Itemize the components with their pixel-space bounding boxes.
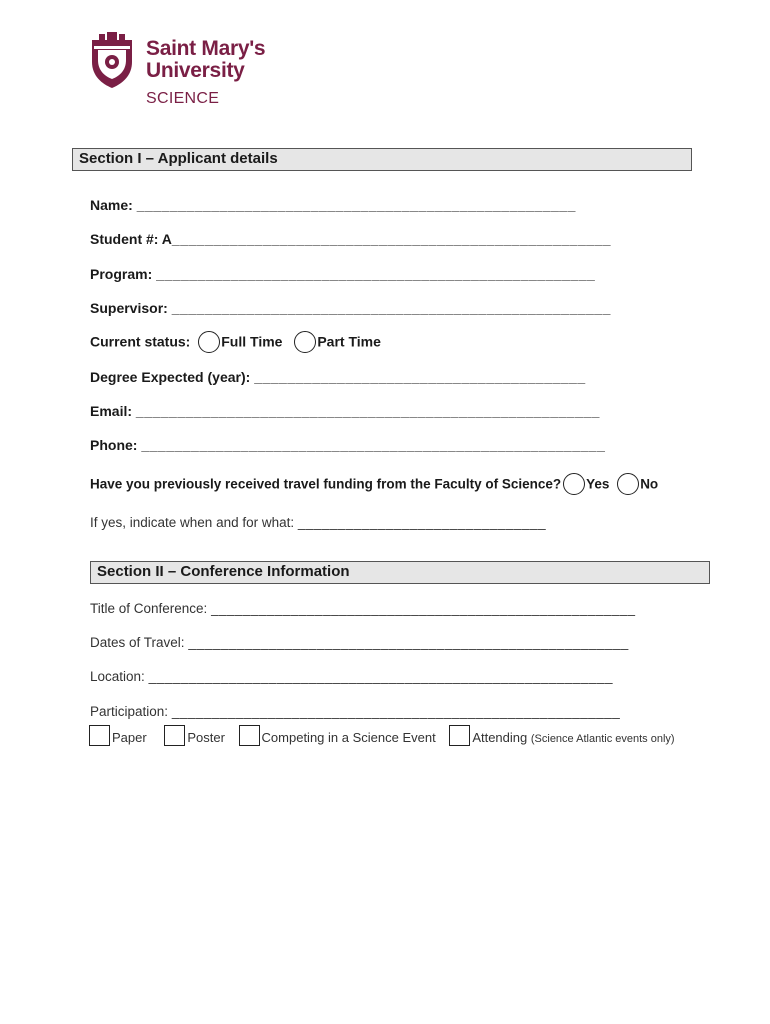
- degree-field-row: [90, 368, 586, 386]
- attending-note: (Science Atlantic events only): [530, 732, 675, 745]
- program-label: Program:: [90, 266, 153, 282]
- full-time-radio[interactable]: [198, 331, 220, 353]
- degree-label: Degree Expected (year):: [90, 369, 251, 385]
- university-name-line1: Saint Mary's: [146, 37, 266, 60]
- student-number-input-line[interactable]: _____________________________________________________: [171, 231, 612, 247]
- supervisor-label: Supervisor:: [90, 300, 168, 316]
- conference-title-field-row: [90, 600, 636, 618]
- attending-checkbox[interactable]: [449, 725, 470, 746]
- travel-dates-field-row: [90, 634, 629, 652]
- conference-title-input-line[interactable]: _____________________________________________________: [211, 601, 636, 616]
- funding-yes-radio[interactable]: [563, 473, 585, 495]
- email-input-line[interactable]: ________________________________________________________: [135, 403, 600, 419]
- poster-checkbox[interactable]: [164, 725, 185, 746]
- funding-yes-label: Yes: [586, 476, 610, 492]
- phone-field-row: [90, 436, 605, 454]
- faculty-name: SCIENCE: [146, 90, 220, 107]
- funding-question: Have you previously received travel funding from the Faculty of Science?: [90, 476, 562, 492]
- location-input-line[interactable]: __________________________________________________________: [148, 669, 614, 684]
- attending-option: [449, 728, 674, 749]
- paper-option: [89, 728, 147, 749]
- name-field-row: [90, 196, 576, 214]
- travel-dates-label: Dates of Travel:: [90, 635, 185, 650]
- participation-label: Participation:: [90, 704, 169, 719]
- email-field-row: [90, 402, 600, 420]
- name-input-line[interactable]: _____________________________________________________: [136, 197, 576, 213]
- status-label: Current status:: [90, 333, 191, 350]
- funding-no-label: No: [640, 476, 659, 492]
- attending-label: Attending: [472, 729, 528, 745]
- university-name: [146, 38, 265, 82]
- participation-input-line[interactable]: ________________________________________________________: [171, 704, 621, 719]
- program-field-row: [90, 265, 595, 283]
- poster-option: [164, 728, 225, 749]
- supervisor-input-line[interactable]: _____________________________________________________: [171, 300, 611, 316]
- email-label: Email:: [90, 403, 133, 419]
- section-1-header: Section I – Applicant details: [72, 148, 692, 171]
- if-yes-field-row: [90, 514, 546, 532]
- competing-checkbox[interactable]: [239, 725, 260, 746]
- full-time-label: Full Time: [221, 333, 283, 350]
- phone-input-line[interactable]: ________________________________________________________: [141, 437, 606, 453]
- competing-label: Competing in a Science Event: [261, 729, 436, 745]
- location-label: Location:: [90, 669, 145, 684]
- poster-label: Poster: [187, 729, 225, 745]
- university-crest-icon: [90, 32, 134, 88]
- name-label: Name:: [90, 197, 133, 213]
- competing-option: [239, 728, 436, 749]
- location-field-row: [90, 668, 613, 686]
- degree-input-line[interactable]: ________________________________________: [254, 369, 586, 385]
- program-input-line[interactable]: _____________________________________________________: [156, 266, 596, 282]
- funding-question-row: [90, 474, 658, 496]
- funding-no-radio[interactable]: [617, 473, 639, 495]
- paper-checkbox[interactable]: [89, 725, 110, 746]
- student-number-field-row: [90, 230, 611, 248]
- part-time-label: Part Time: [317, 333, 381, 350]
- travel-dates-input-line[interactable]: _______________________________________________________: [188, 635, 629, 650]
- status-field-row: [90, 332, 381, 354]
- participation-field-row: [90, 703, 620, 721]
- if-yes-input-line[interactable]: _______________________________: [297, 515, 547, 530]
- university-logo: [90, 32, 280, 112]
- university-name-line2: University: [146, 59, 245, 82]
- student-number-label: Student #: A: [90, 231, 172, 247]
- supervisor-field-row: [90, 299, 611, 317]
- phone-label: Phone:: [90, 437, 138, 453]
- conference-title-label: Title of Conference:: [90, 601, 208, 616]
- paper-label: Paper: [112, 729, 147, 745]
- part-time-radio[interactable]: [294, 331, 316, 353]
- if-yes-label: If yes, indicate when and for what:: [90, 515, 295, 530]
- section-2-header: Section II – Conference Information: [90, 561, 710, 584]
- participation-options: [89, 728, 685, 749]
